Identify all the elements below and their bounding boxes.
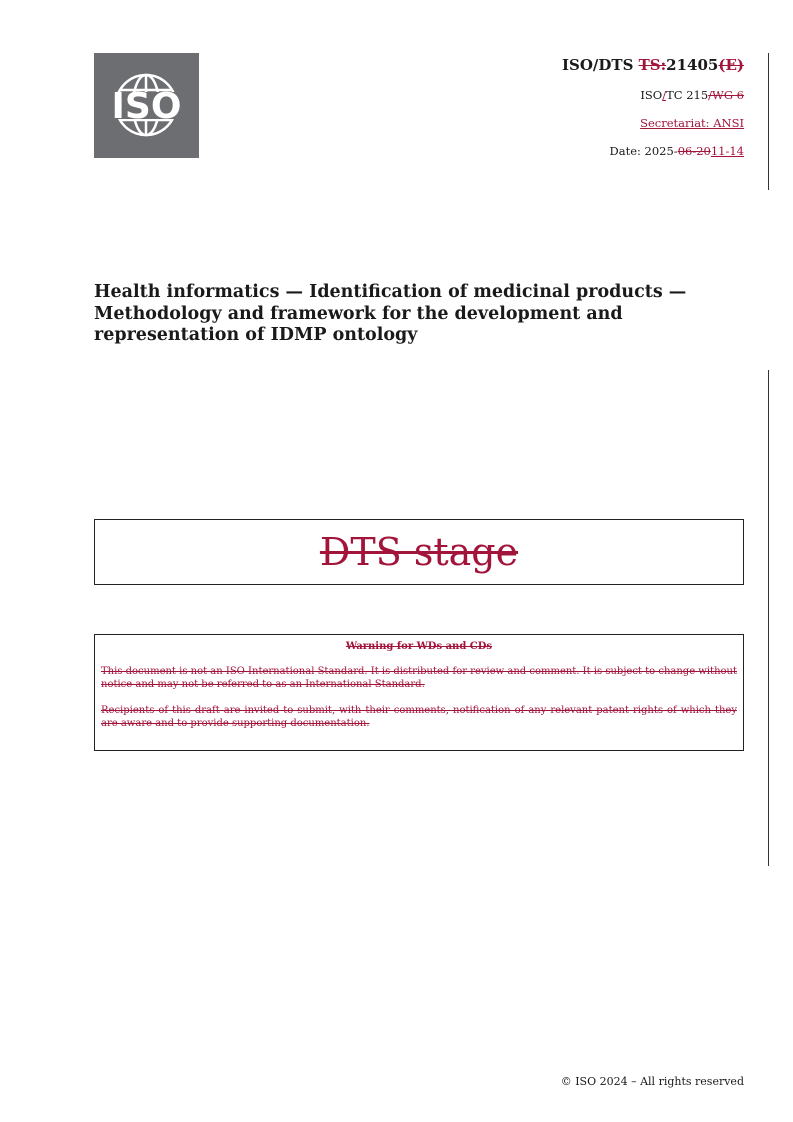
- document-number: [562, 55, 744, 75]
- committee: [562, 88, 744, 103]
- committee-wg-deleted: /WG 6: [708, 88, 744, 102]
- change-bar-header: [768, 53, 769, 190]
- doc-prefix-deleted: TS:: [638, 56, 667, 74]
- change-bar-body: [768, 370, 769, 866]
- committee-org: ISO: [640, 88, 663, 102]
- doc-number: 21405: [666, 56, 719, 74]
- warning-paragraph-1: This document is not an ISO International Standard. It is distributed for review and comment. It is subject to change without notice and may not be referred to as an International Standard.: [101, 666, 737, 690]
- document-header: [562, 55, 744, 159]
- warning-box: [94, 634, 744, 751]
- copyright-footer: © ISO 2024 – All rights reserved: [560, 1075, 744, 1088]
- iso-logo: [94, 53, 199, 158]
- date-inserted: 11-14: [710, 144, 744, 158]
- stage-label: DTS stage: [319, 530, 519, 574]
- stage-box: [94, 519, 744, 585]
- doc-suffix-deleted: (E): [718, 56, 744, 74]
- iso-globe-icon: [94, 53, 199, 158]
- warning-title: Warning for WDs and CDs: [345, 641, 493, 652]
- document-title: Health informatics — Identification of medicinal products — Methodology and framework for the development and representation of IDMP ontology: [94, 282, 687, 345]
- date-label: Date: 2025-: [609, 144, 678, 158]
- secretariat: [562, 116, 744, 131]
- doc-prefix: ISO/DTS: [562, 56, 639, 74]
- secretariat-text: Secretariat: ANSI: [640, 116, 744, 130]
- warning-paragraph-2: Recipients of this draft are invited to submit, with their comments, notification of any relevant patent rights of which they are aware and to provide supporting documentation.: [101, 705, 737, 729]
- document-date: [562, 144, 744, 159]
- committee-tc: TC 215: [666, 88, 709, 102]
- logo-text: ISO: [111, 86, 182, 127]
- committee-slash-inserted: /: [662, 88, 667, 102]
- date-deleted: 06-20: [677, 144, 711, 158]
